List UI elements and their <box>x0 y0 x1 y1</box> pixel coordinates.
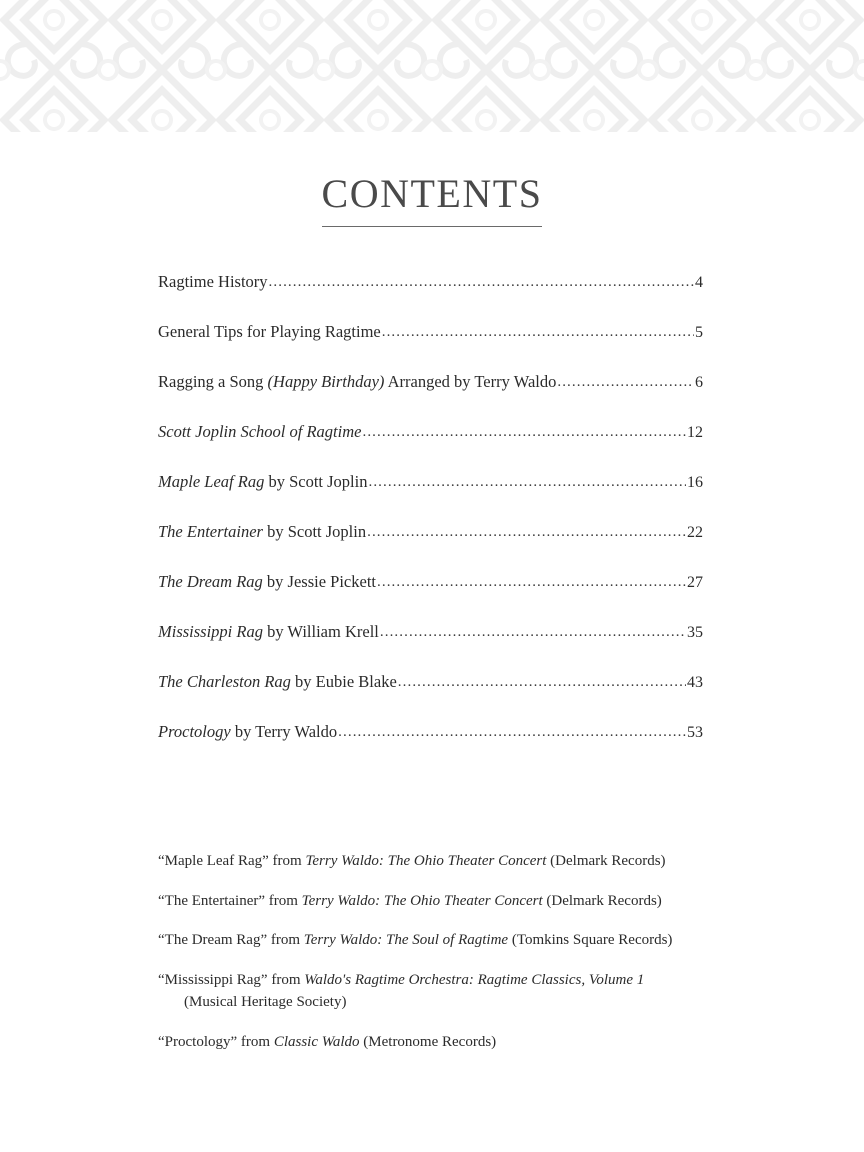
toc-entry-label: The Charleston Rag by Eubie Blake <box>158 672 397 691</box>
toc-leader-dots <box>368 473 686 492</box>
credit-label: (Delmark Records) <box>546 853 666 869</box>
credit-line <box>158 929 718 952</box>
credit-label: (Delmark Records) <box>542 892 662 909</box>
credit-label: (Tomkins Square Records) <box>508 932 673 948</box>
credit-track-title: “The Dream Rag” from <box>158 932 304 948</box>
toc-leader-dots <box>557 373 694 392</box>
credit-album-title: Terry Waldo: The Ohio Theater Concert <box>301 892 543 909</box>
decorative-header-pattern <box>0 0 864 150</box>
toc-entry-label: Ragging a Song (Happy Birthday) Arranged by Terry Waldo <box>158 372 557 391</box>
toc-leader-dots <box>362 423 686 442</box>
credit-line <box>158 850 718 873</box>
toc-entry[interactable] <box>158 722 703 743</box>
credit-line <box>158 1031 718 1054</box>
toc-page-number: 4 <box>695 274 703 291</box>
toc-page-number: 22 <box>687 524 703 541</box>
toc-entry-label: Mississippi Rag by William Krell <box>158 622 379 641</box>
toc-entry[interactable] <box>158 472 703 493</box>
toc-leader-dots <box>380 623 686 642</box>
toc-page-number: 53 <box>687 724 703 741</box>
page-title: CONTENTS <box>322 172 543 227</box>
toc-entry[interactable] <box>158 522 703 543</box>
toc-entry[interactable] <box>158 322 703 343</box>
toc-entry[interactable] <box>158 372 703 393</box>
toc-leader-dots <box>398 673 686 692</box>
toc-entry[interactable] <box>158 272 703 293</box>
toc-page-number: 5 <box>695 324 703 341</box>
toc-entry-label: Scott Joplin School of Ragtime <box>158 422 362 441</box>
toc-leader-dots <box>338 723 686 742</box>
toc-entry-label: Maple Leaf Rag by Scott Joplin <box>158 472 368 491</box>
toc-entry[interactable] <box>158 572 703 593</box>
toc-page-number: 27 <box>687 574 703 591</box>
toc-page-number: 43 <box>687 674 703 691</box>
toc-entry[interactable] <box>158 422 703 443</box>
toc-entry-label: Proctology by Terry Waldo <box>158 722 338 741</box>
toc-entry-label: The Entertainer by Scott Joplin <box>158 522 367 541</box>
toc-page-number: 6 <box>695 374 703 391</box>
credit-track-title: “Mississippi Rag” from <box>158 971 305 988</box>
credit-album-title: Terry Waldo: The Ohio Theater Concert <box>305 853 547 869</box>
credit-line <box>158 969 718 1014</box>
credit-label-continued: (Musical Heritage Society) <box>184 994 347 1010</box>
toc-page-number: 35 <box>687 624 703 641</box>
credit-label: (Metronome Records) <box>359 1033 497 1050</box>
toc-entry[interactable] <box>158 622 703 643</box>
toc-entry[interactable] <box>158 672 703 693</box>
toc-leader-dots <box>367 523 686 542</box>
credit-line <box>158 890 718 913</box>
toc-leader-dots <box>382 323 694 342</box>
recording-credits <box>158 850 718 1070</box>
toc-entry-label: Ragtime History <box>158 272 268 291</box>
toc-page-number: 12 <box>687 424 703 441</box>
credit-track-title: “Proctology” from <box>158 1033 274 1050</box>
table-of-contents <box>158 272 703 772</box>
toc-entry-label: General Tips for Playing Ragtime <box>158 322 381 341</box>
credit-album-title: Terry Waldo: The Soul of Ragtime <box>303 932 509 948</box>
credit-album-title: Classic Waldo <box>273 1033 360 1050</box>
page-title-container <box>0 172 864 227</box>
credit-track-title: “Maple Leaf Rag” from <box>158 853 306 869</box>
toc-leader-dots <box>269 273 694 292</box>
toc-leader-dots <box>377 573 686 592</box>
credit-track-title: “The Entertainer” from <box>158 892 302 909</box>
credit-album-title: Waldo's Ragtime Orchestra: Ragtime Classics, Volume 1 <box>304 971 645 988</box>
toc-entry-label: The Dream Rag by Jessie Pickett <box>158 572 376 591</box>
toc-page-number: 16 <box>687 474 703 491</box>
